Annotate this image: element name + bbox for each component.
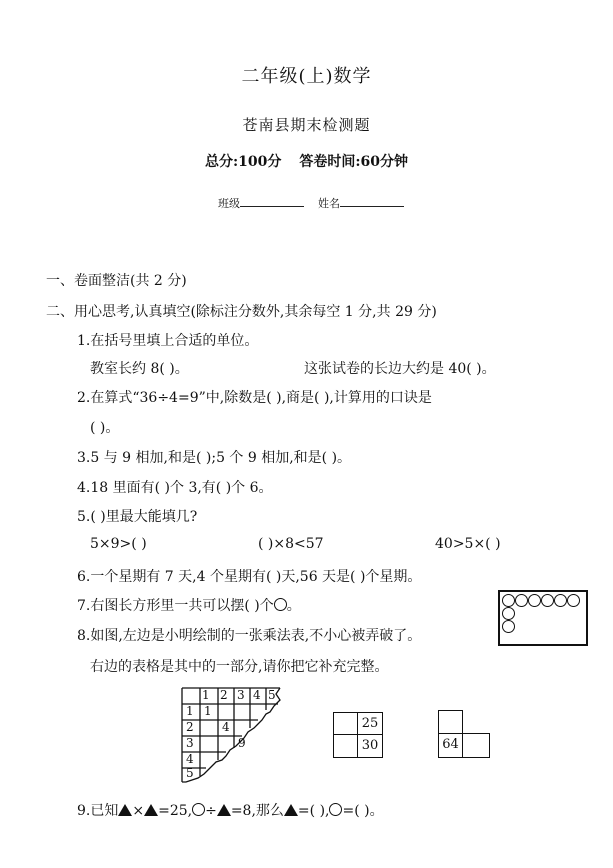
torn-multiplication-table [180,686,290,786]
table-row-label-2: 2 [186,720,194,734]
fragment-b-cell-empty[interactable] [462,733,490,758]
table-header-4: 4 [253,688,261,702]
question-5c: 40>5×( ) [435,536,501,552]
fragment-b-cell: 64 [438,733,463,758]
class-label: 班级 [218,197,240,210]
table-row-label-5: 5 [186,766,194,780]
triangle-icon [118,804,132,816]
question-4: 4.18 里面有( )个 3,有( )个 6。 [77,480,273,496]
fragment-a-cell: 25 [357,712,383,735]
question-9-div: ÷ [205,803,217,819]
circle-icon [502,620,515,633]
circle-icon [502,607,515,620]
question-2-cont: ( )。 [90,420,120,436]
question-6: 6.一个星期有 7 天,4 个星期有( )天,56 天是( )个星期。 [77,569,422,585]
exam-time: 答卷时间:60分钟 [299,154,409,170]
question-7-text: 7.右图长方形里一共可以摆( )个 [77,598,274,614]
table-cell-3x3: 9 [238,736,246,750]
circle-icon [528,594,541,607]
circle-icon [541,594,554,607]
question-7 [77,595,301,615]
circle-icon [515,594,528,607]
fragment-a-cell-empty[interactable] [333,712,358,735]
table-row-label-1: 1 [186,704,194,718]
section-2-heading: 二、用心思考,认真填空(除标注分数外,其余每空 1 分,共 29 分) [46,304,437,320]
table-header-1: 1 [202,688,210,702]
circle-icon [329,803,342,816]
rectangle-with-circles [498,590,588,646]
table-row-label-4: 4 [186,752,194,766]
fragment-a-cell-empty[interactable] [333,734,358,758]
question-5: 5.( )里最大能填几? [77,509,198,525]
circle-icon [567,594,580,607]
question-8-cont: 右边的表格是其中的一部分,请你把它补充完整。 [90,659,389,675]
question-2: 2.在算式“36÷4=9”中,除数是( ),商是( ),计算用的口诀是 [77,390,432,406]
fragment-a-cell: 30 [357,734,383,758]
class-blank[interactable] [240,194,304,207]
table-row-label-3: 3 [186,736,194,750]
table-header-3: 3 [237,688,245,702]
question-3: 3.5 与 9 相加,和是( );5 个 9 相加,和是( )。 [77,450,352,466]
question-8: 8.如图,左边是小明绘制的一张乘法表,不小心被弄破了。 [77,628,422,644]
table-header-2: 2 [220,688,228,702]
question-9-eq1: =25, [158,803,193,819]
total-score: 总分:100分 [204,154,282,170]
question-5b: ( )×8<57 [258,536,324,552]
question-9-ans2: =( )。 [342,803,384,819]
question-1a: 教室长约 8( )。 [90,361,189,377]
table-cell-2x2: 4 [222,720,230,734]
circle-icon [192,803,205,816]
question-5a: 5×9>( ) [90,536,147,552]
table-fragment-b [438,710,492,758]
triangle-icon [217,804,231,816]
question-1b: 这张试卷的长边大约是 40( )。 [304,361,496,377]
question-9-eq2: =8,那么 [230,803,284,819]
section-1-heading: 一、卷面整洁(共 2 分) [46,273,187,289]
circle-icon [502,594,515,607]
question-9-ans1: =( ), [297,803,330,819]
page-subtitle: 苍南县期末检测题 [242,116,371,134]
circle-icon [274,598,287,611]
page-title: 二年级(上)数学 [241,66,372,87]
fragment-b-cell-empty[interactable] [438,710,463,734]
name-label: 姓名 [318,197,340,210]
class-field[interactable] [218,194,304,211]
question-9-intro: 9.已知 [77,803,119,819]
table-header-5: 5 [268,688,276,702]
triangle-icon [144,804,158,816]
triangle-icon [284,804,298,816]
table-cell-1x1: 1 [204,704,212,718]
name-field[interactable] [318,194,404,211]
name-blank[interactable] [340,194,404,207]
circle-icon [554,594,567,607]
score-line [0,151,613,171]
question-9 [77,800,384,820]
question-7-end: 。 [286,598,301,614]
question-9-times: × [132,803,145,819]
question-1: 1.在括号里填上合适的单位。 [77,333,259,349]
table-fragment-a [333,712,383,758]
